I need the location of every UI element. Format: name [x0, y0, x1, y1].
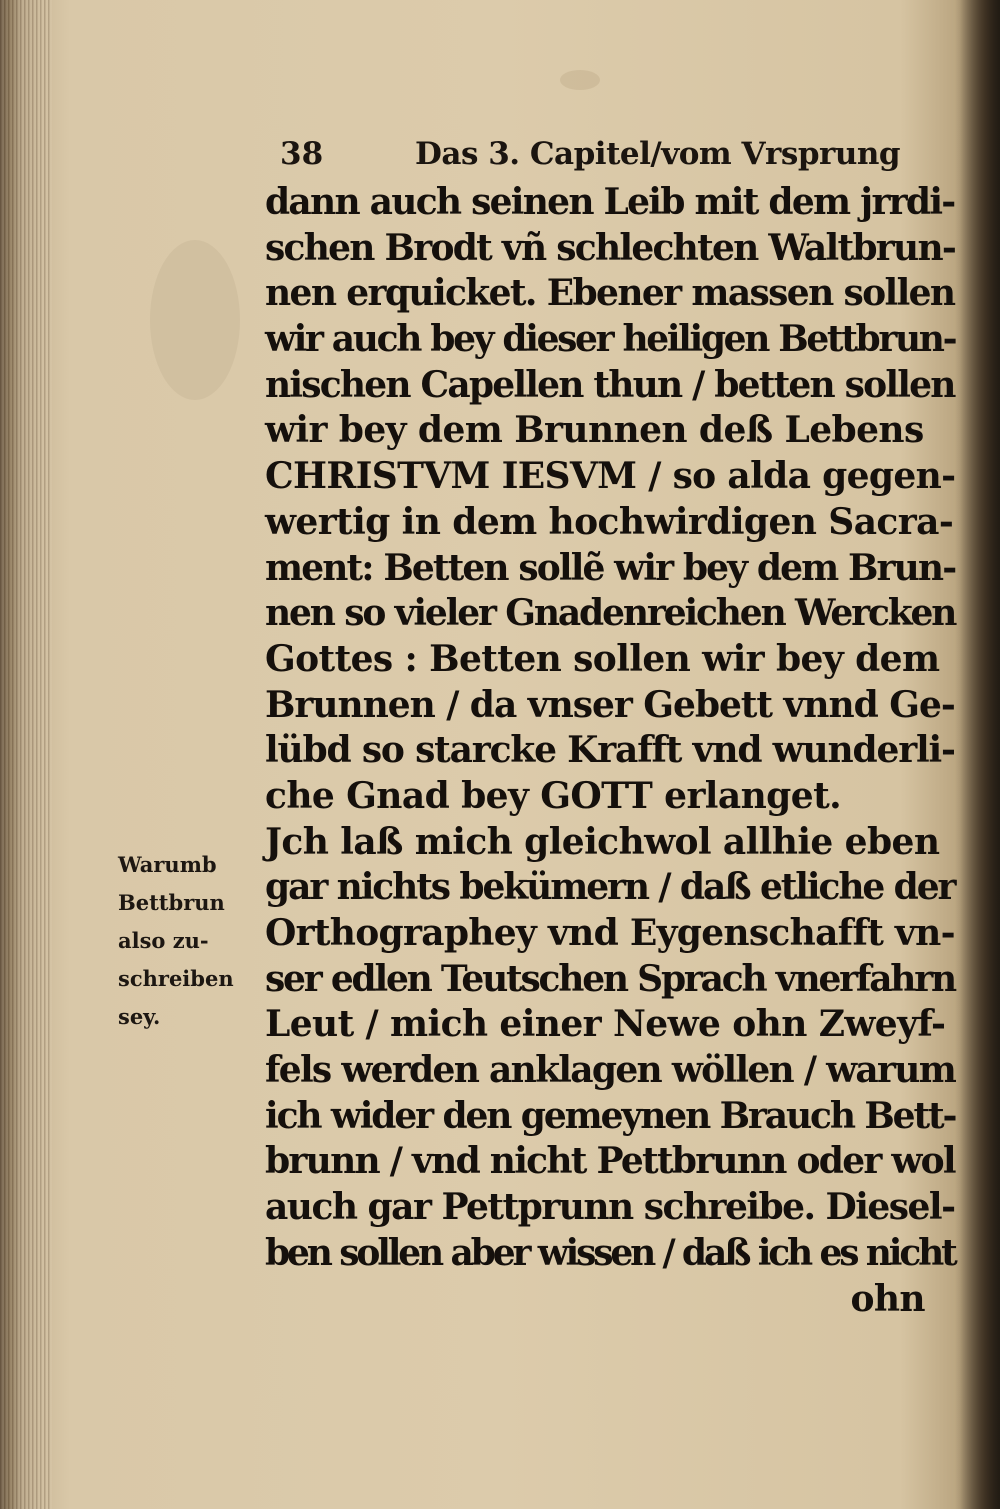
margin-note-line: schreiben — [118, 966, 234, 991]
text-line: Orthographey vnd Eygenschafft vn- — [265, 912, 955, 954]
running-head-title: Das 3. Capitel/vom Vrsprung — [415, 136, 901, 172]
text-line: dann auch seinen Leib mit dem jrrdi- — [265, 181, 955, 223]
margin-note-line: sey. — [118, 1004, 161, 1029]
marginal-note — [118, 846, 263, 1036]
text-line: nischen Capellen thun / betten sollen — [265, 363, 955, 406]
text-line: CHRISTVM IESVM / so alda gegen- — [265, 455, 956, 498]
text-line: che Gnad bey GOTT erlanget. — [265, 774, 842, 817]
text-line: ment: Betten sollẽ wir bey dem Brun- — [265, 546, 956, 589]
bleed-through-stain — [150, 240, 240, 400]
text-line: ben sollen aber wissen / daß ich es nicht — [265, 1231, 955, 1274]
running-header — [280, 128, 940, 178]
text-line: wertig in dem hochwirdigen Sacra- — [265, 500, 954, 543]
catchword: ohn — [850, 1277, 925, 1320]
margin-note-line: Warumb — [118, 852, 217, 877]
book-page-edges-left — [0, 0, 52, 1509]
text-line: wir auch bey dieser heiligen Bettbrun- — [265, 318, 956, 361]
margin-note-line: Bettbrun — [118, 890, 225, 915]
margin-note-line: also zu- — [118, 928, 209, 953]
text-line: lübd so starcke Krafft vnd wunderli- — [265, 729, 955, 772]
body-text — [265, 180, 955, 1322]
text-line: ser edlen Teutschen Sprach vnerfahrn — [265, 957, 955, 1000]
text-line: nen so vieler Gnadenreichen Wercken — [265, 592, 956, 635]
text-line: gar nichts bekümern / daß etliche der — [265, 866, 955, 909]
text-line: Jch laß mich gleichwol allhie eben — [265, 820, 940, 863]
page-number: 38 — [280, 136, 324, 172]
text-line: Gottes : Betten sollen wir bey dem — [265, 637, 940, 680]
text-line: schen Brodt vñ schlechten Waltbrun- — [265, 226, 956, 269]
text-line: Brunnen / da vnser Gebett vnnd Ge- — [265, 683, 955, 726]
paper-stain — [560, 70, 600, 90]
text-line: brunn / vnd nicht Pettbrunn oder wol — [265, 1140, 955, 1183]
text-line: auch gar Pettprunn schreibe. Diesel- — [265, 1186, 955, 1229]
text-line: Leut / mich einer Newe ohn Zweyf- — [265, 1003, 946, 1046]
text-line: nen erquicket. Ebener massen sollen — [265, 272, 955, 315]
text-line: fels werden anklagen wöllen / warum — [265, 1049, 956, 1092]
text-line: ich wider den gemeynen Brauch Bett- — [265, 1094, 956, 1137]
text-line: wir bey dem Brunnen deß Lebens — [265, 409, 924, 452]
book-gutter-right — [955, 0, 1000, 1509]
